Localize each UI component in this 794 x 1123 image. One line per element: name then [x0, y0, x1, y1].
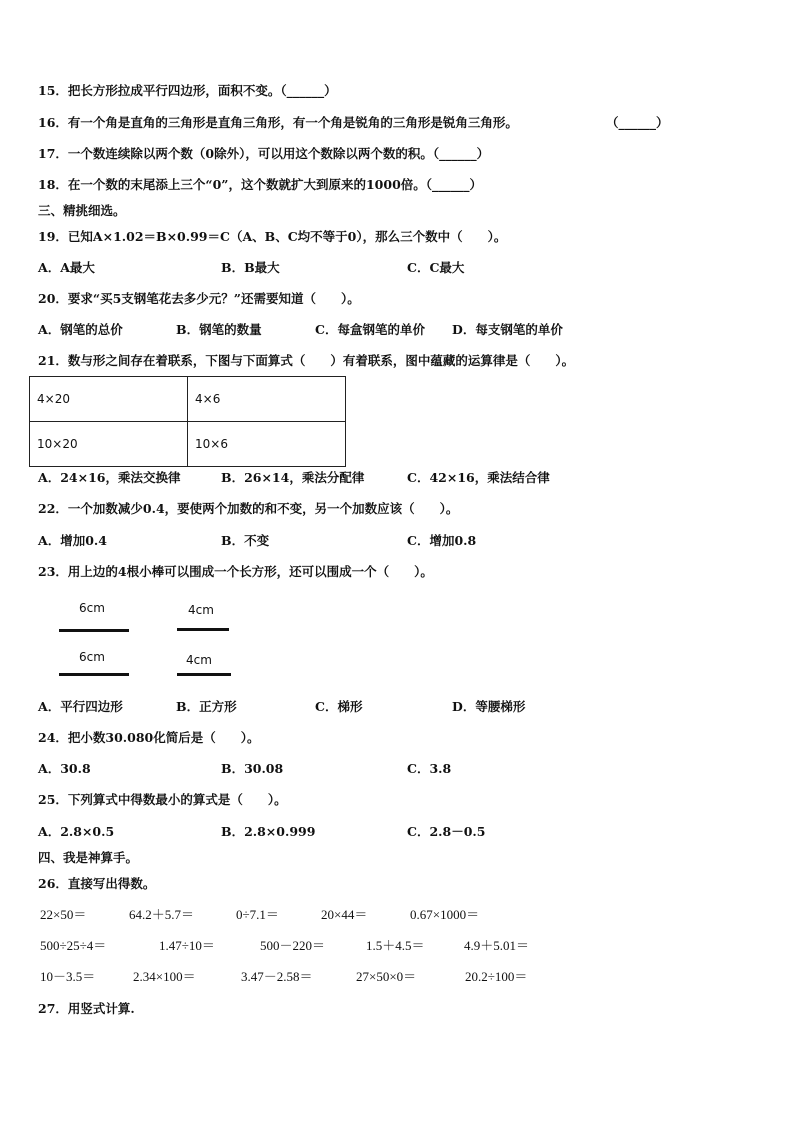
q20-option-d: D．每支钢笔的单价 — [452, 322, 563, 337]
q20-option-b: B．钢笔的数量 — [176, 322, 262, 337]
section-3-heading: 三、精挑细选。 — [38, 203, 126, 218]
stick-1 — [59, 629, 129, 632]
question-26: 26．直接写出得数。 — [38, 876, 156, 891]
question-25: 25．下列算式中得数最小的算式是（ ）。 — [38, 792, 287, 807]
q21-option-b: B．26×14，乘法分配律 — [221, 470, 365, 485]
q20-option-c: C．每盒钢笔的单价 — [315, 322, 425, 337]
calc-r1-c3: 0÷7.1＝ — [236, 907, 279, 922]
q24-option-b: B．30.08 — [221, 761, 284, 776]
q25-option-a: A．2.8×0.5 — [38, 824, 115, 839]
calc-r2-c3: 500－220＝ — [260, 938, 326, 953]
q20-option-a: A．钢笔的总价 — [38, 322, 123, 337]
stick-1-label: 6cm — [79, 601, 105, 615]
q25-option-b: B．2.8×0.999 — [221, 824, 316, 839]
q24-option-a: A．30.8 — [38, 761, 91, 776]
calc-r3-c5: 20.2÷100＝ — [465, 969, 528, 984]
question-16: 16．有一个角是直角的三角形是直角三角形，有一个角是锐角的三角形是锐角三角形。 — [38, 115, 518, 130]
calc-r1-c2: 64.2＋5.7＝ — [129, 907, 195, 922]
question-19: 19．已知A×1.02＝B×0.99＝C（A、B、C均不等于0），那么三个数中（ ）。 — [38, 229, 507, 244]
calc-r2-c1: 500÷25÷4＝ — [40, 938, 107, 953]
q22-option-b: B．不变 — [221, 533, 270, 548]
calc-r1-c5: 0.67×1000＝ — [410, 907, 480, 922]
q21-cell-bottom-left: 10×20 — [30, 422, 188, 467]
calc-r3-c2: 2.34×100＝ — [133, 969, 196, 984]
stick-2-label: 4cm — [188, 603, 214, 617]
q24-option-c: C．3.8 — [407, 761, 452, 776]
stick-3 — [59, 673, 129, 676]
question-22: 22．一个加数减少0.4，要使两个加数的和不变，另一个加数应该（ ）。 — [38, 501, 459, 516]
calc-r2-c2: 1.47÷10＝ — [159, 938, 215, 953]
question-20: 20．要求“买5支钢笔花去多少元？”还需要知道（ ）。 — [38, 291, 360, 306]
q23-option-d: D．等腰梯形 — [452, 699, 526, 714]
calc-r1-c1: 22×50＝ — [40, 907, 87, 922]
stick-4-label: 4cm — [186, 653, 212, 667]
question-18: 18．在一个数的末尾添上三个“0”，这个数就扩大到原来的1000倍。（______） — [38, 177, 483, 192]
calc-r2-c5: 4.9＋5.01＝ — [464, 938, 530, 953]
q23-option-b: B．正方形 — [176, 699, 237, 714]
q21-cell-top-right: 4×6 — [188, 377, 346, 422]
q21-cell-top-left: 4×20 — [30, 377, 188, 422]
q19-option-b: B．B最大 — [221, 260, 280, 275]
question-24: 24．把小数30.080化简后是（ ）。 — [38, 730, 260, 745]
question-23: 23．用上边的4根小棒可以围成一个长方形，还可以围成一个（ ）。 — [38, 564, 433, 579]
stick-2 — [177, 628, 229, 631]
calc-r3-c3: 3.47－2.58＝ — [241, 969, 313, 984]
q25-option-c: C．2.8－0.5 — [407, 824, 486, 839]
stick-4 — [177, 673, 231, 676]
q21-cell-bottom-right: 10×6 — [188, 422, 346, 467]
q22-option-a: A．增加0.4 — [38, 533, 107, 548]
calc-r3-c4: 27×50×0＝ — [356, 969, 417, 984]
q23-option-c: C．梯形 — [315, 699, 363, 714]
q21-option-a: A．24×16，乘法交换律 — [38, 470, 181, 485]
q23-option-a: A．平行四边形 — [38, 699, 123, 714]
question-17: 17．一个数连续除以两个数（0除外），可以用这个数除以两个数的积。（______） — [38, 146, 490, 161]
q21-area-model-table — [29, 376, 346, 467]
question-27: 27．用竖式计算. — [38, 1001, 135, 1016]
question-21: 21．数与形之间存在着联系，下图与下面算式（ ）有着联系，图中蕴藏的运算律是（ ）。 — [38, 353, 575, 368]
q19-option-c: C．C最大 — [407, 260, 465, 275]
calc-r3-c1: 10－3.5＝ — [40, 969, 96, 984]
calc-r2-c4: 1.5＋4.5＝ — [366, 938, 425, 953]
stick-3-label: 6cm — [79, 650, 105, 664]
question-15: 15．把长方形拉成平行四边形，面积不变。（______） — [38, 83, 337, 98]
q22-option-c: C．增加0.8 — [407, 533, 477, 548]
section-4-heading: 四、我是神算手。 — [38, 850, 139, 865]
q21-option-c: C．42×16，乘法结合律 — [407, 470, 550, 485]
question-16-blank: （______） — [606, 115, 669, 130]
q19-option-a: A．A最大 — [38, 260, 95, 275]
calc-r1-c4: 20×44＝ — [321, 907, 368, 922]
